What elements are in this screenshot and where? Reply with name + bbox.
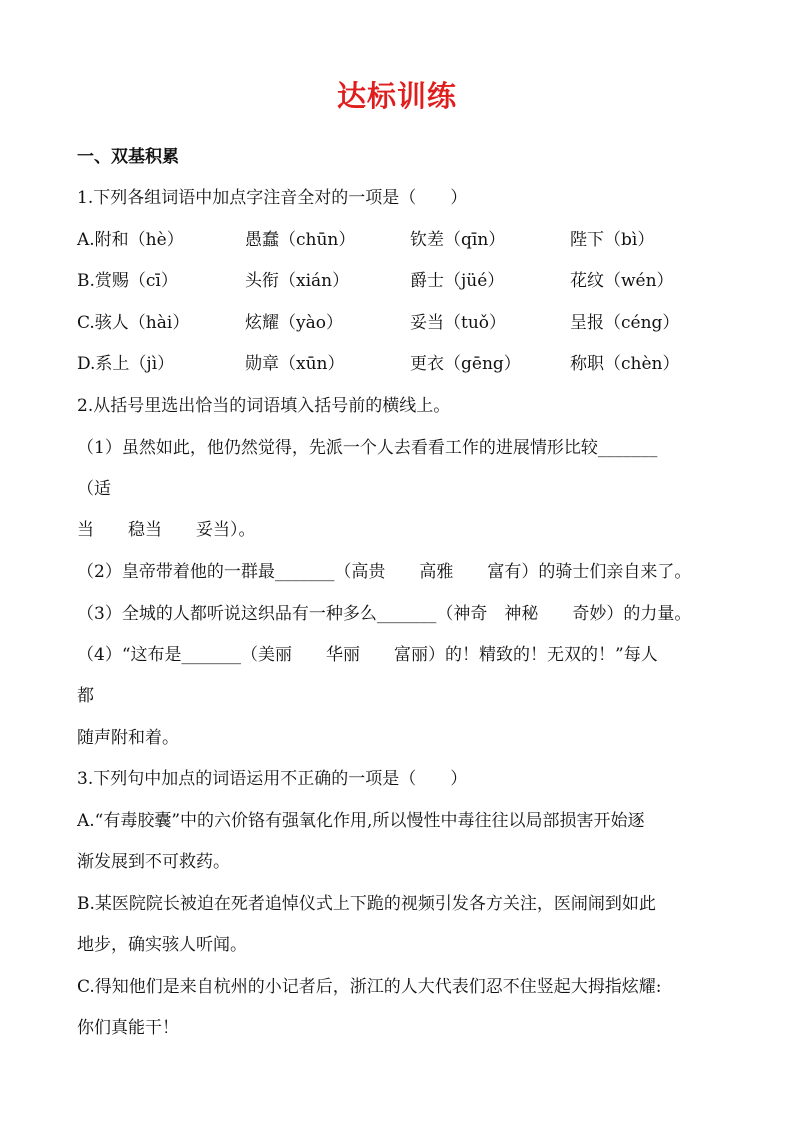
q1-option-b-3: 爵士（jüé） <box>410 271 505 291</box>
q1-option-a-4: 陛下（bì） <box>570 230 655 250</box>
q1-option-c-3: 妥当（tuǒ） <box>410 313 507 333</box>
q1-option-c-4: 呈报（céng） <box>570 313 680 333</box>
q3-option-b-line-1: B.某医院院长被迫在死者追悼仪式上下跪的视频引发各方关注，医闹闹到如此 <box>77 894 656 914</box>
q1-option-a-2: 愚蠢（chūn） <box>245 230 356 250</box>
q3-option-b-line-2: 地步，确实骇人听闻。 <box>77 935 247 955</box>
q2-line-6: （4）“这布是_______（美丽 华丽 富丽）的！精致的！无双的！”每人 <box>77 645 658 665</box>
q1-option-a-3: 钦差（qīn） <box>410 230 506 250</box>
q2-line-1: （1）虽然如此，他仍然觉得，先派一个人去看看工作的进展情形比较_______ <box>77 438 658 458</box>
q2-line-7: 都 <box>77 686 94 706</box>
q1-option-b-1: B.赏赐（cī） <box>77 271 178 291</box>
q1-option-c-1: C.骇人（hài） <box>77 313 190 333</box>
q1-option-b-4: 花纹（wén） <box>570 271 674 291</box>
q2-line-5: （3）全城的人都听说这织品有一种多么_______（神奇 神秘 奇妙）的力量。 <box>77 604 692 624</box>
q1-option-c-2: 炫耀（yào） <box>245 313 343 333</box>
q1-option-b-2: 头衔（xián） <box>245 271 350 291</box>
q2-line-4: （2）皇帝带着他的一群最_______（高贵 高雅 富有）的骑士们亲自来了。 <box>77 562 692 582</box>
q1-option-d-1: D.系上（jì） <box>77 354 175 374</box>
q3-option-c-line-2: 你们真能干！ <box>77 1018 179 1038</box>
q1-option-d-2: 勋章（xūn） <box>245 354 345 374</box>
q1-option-a-1: A.附和（hè） <box>77 230 184 250</box>
q2-line-2: （适 <box>77 479 111 499</box>
section-heading: 一、双基积累 <box>77 147 179 167</box>
q3-option-a-line-1: A.“有毒胶囊”中的六价铬有强氧化作用,所以慢性中毒往往以局部损害开始逐 <box>77 811 645 831</box>
question-2-stem: 2.从括号里选出恰当的词语填入括号前的横线上。 <box>77 396 451 416</box>
q2-line-3: 当 稳当 妥当）。 <box>77 520 256 540</box>
page-title: 达标训练 <box>336 79 457 113</box>
q3-option-c-line-1: C.得知他们是来自杭州的小记者后，浙江的人大代表们忍不住竖起大拇指炫耀: <box>77 977 662 997</box>
question-1-stem: 1.下列各组词语中加点字注音全对的一项是（ ） <box>77 188 468 208</box>
q1-option-d-3: 更衣（gēng） <box>410 354 521 374</box>
q1-option-d-4: 称职（chèn） <box>570 354 680 374</box>
q3-option-a-line-2: 渐发展到不可救药。 <box>77 852 230 872</box>
q2-line-8: 随声附和着。 <box>77 728 179 748</box>
question-3-stem: 3.下列句中加点的词语运用不正确的一项是（ ） <box>77 769 468 789</box>
